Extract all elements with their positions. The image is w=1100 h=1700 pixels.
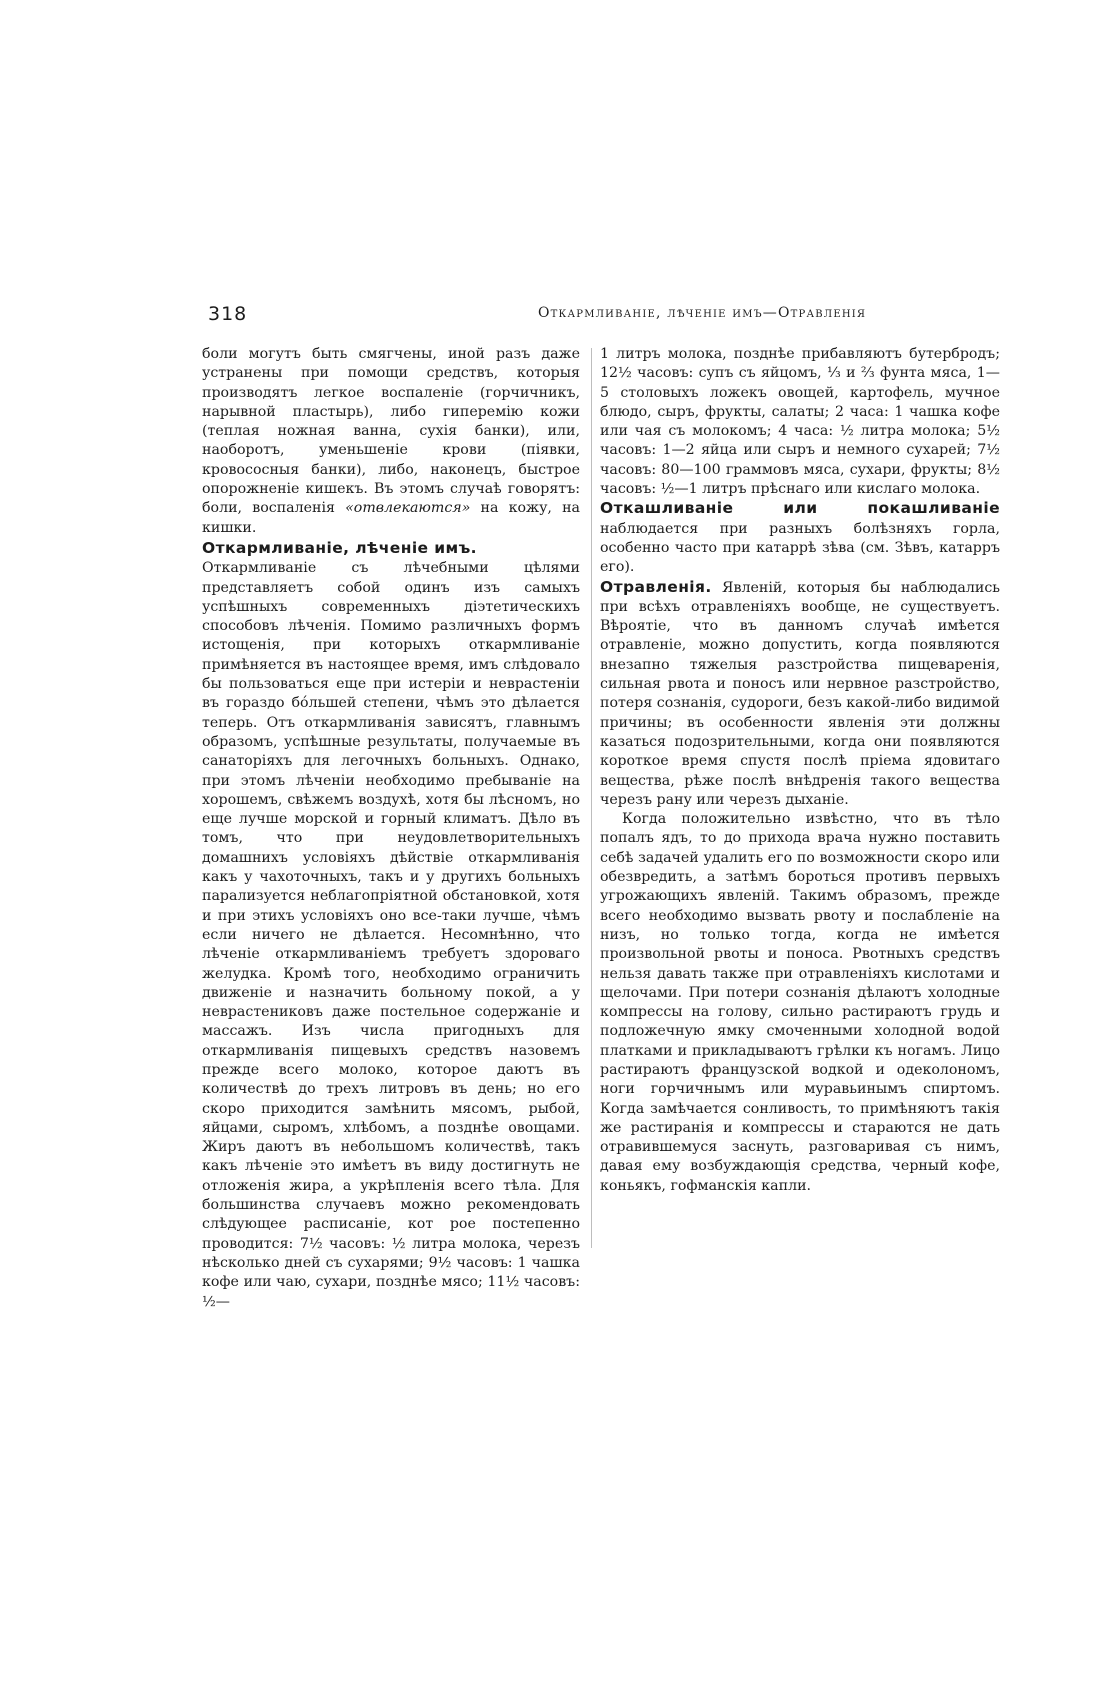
column-divider	[591, 348, 592, 1248]
article-heading: Откашливаніе или покашливаніе	[600, 499, 1000, 518]
paragraph-text: наблюдается при разныхъ болѣзняхъ горла, особенно часто при катаррѣ зѣва (см. Зѣвъ, катарръ его).	[600, 520, 1000, 576]
emphasized-term: «отвлекаются»	[345, 500, 471, 517]
paragraph	[600, 578, 1000, 811]
article-heading: Откармливаніе, лѣченіе имъ.	[202, 538, 477, 557]
paragraph-text: на кожу, на кишки.	[202, 500, 580, 536]
page-number: 318	[208, 303, 248, 325]
running-title: Откармливаніе, лѣченіе имъ—Отравленія	[538, 305, 867, 321]
paragraph-text: боли могутъ быть смягчены, иной разъ даже устранены при помощи средствъ, которыя производятъ легкое воспаленіе (горчичникъ, нарывной пластырь), либо гиперемію кожи (теплая ножная ванна, сухія банки), или, наоборотъ, уменьшеніе крови (піявки, кровососныя банки), либо, наконецъ, быстрое опорожненіе кишекъ. Въ этомъ случаѣ говорятъ: боли, воспаленія	[202, 346, 580, 517]
right-column	[600, 345, 1000, 1196]
page-header	[208, 303, 1010, 333]
paragraph: Когда положительно извѣстно, что въ тѣло попалъ ядъ, то до прихода врача нужно поставить себѣ задачей удалить его по возможности скоро или обезвредить, а затѣмъ бороться противъ первыхъ угрожающихъ явленій. Такимъ образомъ, прежде всего необходимо вызвать рвоту и послабленіе на низъ, но только тогда, когда не имѣется произвольной рвоты и поноса. Рвотныхъ средствъ нельзя давать также при отравленіяхъ кислотами и щелочами. При потери сознанія дѣлаютъ холодные компрессы на голову, сильно растираютъ грудь и подложечную ямку смоченными холодной водой платками и прикладываютъ грѣлки къ ногамъ. Лицо растираютъ французской водкой и одеколономъ, ноги горчичнымъ или муравьинымъ спиртомъ. Когда замѣчается сонливость, то примѣняютъ такія же растиранія и компрессы и стараются не дать отравившемуся заснуть, разговаривая съ нимъ, давая ему возбуждающія средства, черный кофе, коньякъ, гофманскія капли.	[600, 811, 1000, 1194]
paragraph	[600, 499, 1000, 577]
article-heading: Отравленія.	[600, 577, 712, 596]
paragraph	[202, 345, 580, 538]
left-column	[202, 345, 580, 1312]
paragraph-text: Явленій, которыя бы наблюдались при всѣхъ отравленіяхъ вообще, не существуетъ. Вѣроятіе, что въ данномъ случаѣ имѣется отравленіе, можно допустить, когда появляются внезапно тяжелыя разстройства пищеваренія, сильная рвота и поносъ или нервное разстройство, потеря сознанія, судороги, безъ какой-либо видимой причины; въ особенности явленія эти должны казаться подозрительными, когда они появляются короткое время спустя послѣ пріема ядовитаго вещества, рѣже послѣ внѣдренія такого вещества черезъ рану или черезъ дыханіе.	[600, 579, 1000, 808]
paragraph: Откармливаніе съ лѣчебными цѣлями представляетъ собой одинъ изъ самыхъ успѣшныхъ современныхъ діэтетическихъ способовъ лѣченія. Помимо различныхъ формъ истощенія, при которыхъ откармливаніе примѣняется въ настоящее время, имъ слѣдовало бы пользоваться еще при истеріи и неврастеніи въ гораздо бóльшей степени, чѣмъ это дѣлается теперь. Отъ откармливанія зависятъ, главнымъ образомъ, успѣшные результаты, получаемые въ санаторіяхъ для легочныхъ больныхъ. Однако, при этомъ лѣченіи необходимо пребываніе на хорошемъ, свѣжемъ воздухѣ, хотя бы лѣсномъ, но еще лучше морской и горный климатъ. Дѣло въ томъ, что при неудовлетворительныхъ домашнихъ условіяхъ дѣйствіе откармливанія какъ у чахоточныхъ, такъ и у другихъ больныхъ парализуется неблагопріятной обстановкой, хотя и при этихъ условіяхъ оно все-таки лучше, чѣмъ если ничего не дѣлается. Несомнѣнно, что лѣченіе откармливаніемъ требуетъ здороваго желудка. Кромѣ того, необходимо ограничить движеніе и назначить больному покой, а у неврастениковъ даже постельное содержаніе и массажъ. Изъ числа пригодныхъ для откармливанія пищевыхъ средствъ назовемъ прежде всего молоко, которое даютъ въ количествѣ до трехъ литровъ въ день; но его скоро приходится замѣнить мясомъ, рыбой, яйцами, сыромъ, хлѣбомъ, а позднѣе овощами. Жиръ даютъ въ небольшомъ количествѣ, такъ какъ лѣченіе это имѣетъ въ виду достигнуть не отложенія жира, а укрѣпленія всего тѣла. Для большинства случаевъ можно рекомендовать слѣдующее расписаніе, кот рое постепенно проводится: 7½ часовъ: ½ литра молока, черезъ нѣсколько дней съ сухарями; 9½ часовъ: 1 чашка кофе или чаю, сухари, позднѣе мясо; 11½ часовъ: ½—	[202, 560, 580, 1310]
paragraph: 1 литръ молока, позднѣе прибавляютъ бутербродъ; 12½ часовъ: супъ съ яйцомъ, ⅓ и ⅔ фунта мяса, 1—5 столовыхъ ложекъ овощей, картофель, мучное блюдо, сыръ, фрукты, салаты; 2 часа: 1 чашка кофе или чая съ молокомъ; 4 часа: ½ литра молока; 5½ часовъ: 1—2 яйца или сыръ и немного сухарей; 7½ часовъ: 80—100 граммовъ мяса, сухари, фрукты; 8½ часовъ: ½—1 литръ прѣснаго или кислаго молока.	[600, 346, 1000, 498]
